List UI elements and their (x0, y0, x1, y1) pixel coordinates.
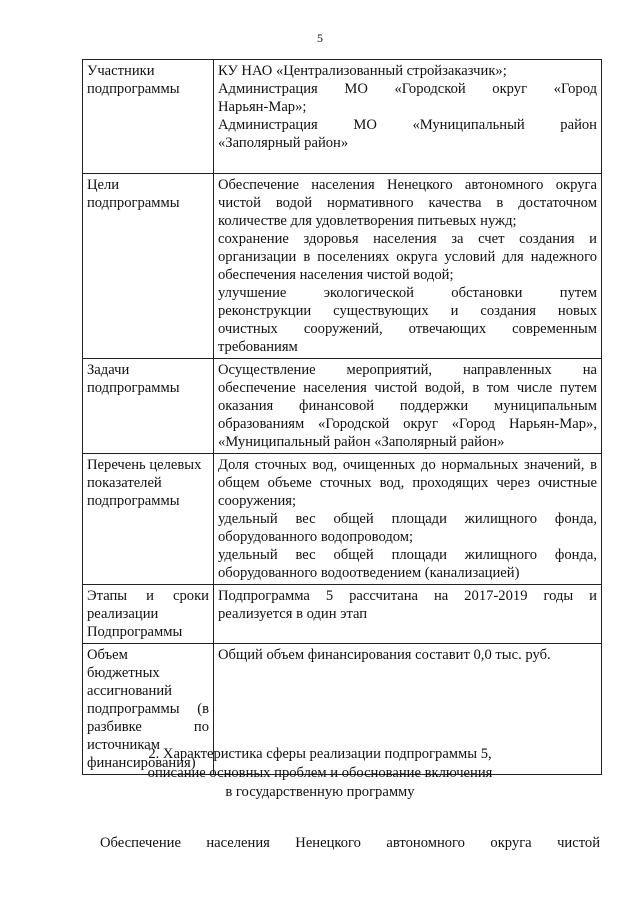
row-label-indicators (83, 454, 214, 585)
label-line: реализации (87, 606, 159, 622)
section-heading (0, 745, 640, 802)
row-value-indicators (214, 454, 602, 585)
subprogram-passport-table (82, 59, 602, 775)
heading-line: в государственную программу (225, 784, 415, 800)
value-line: организации в поселениях округа условий для надежного (218, 249, 597, 265)
row-label-tasks (83, 359, 214, 454)
label-line: Участники (87, 63, 155, 79)
value-line: Обеспечение населения Ненецкого автономного округа (218, 177, 597, 193)
label-line: Подпрограммы (87, 624, 183, 640)
value-line: Подпрограмма 5 рассчитана на 2017-2019 годы и (218, 588, 597, 604)
value-line: Администрация МО «Муниципальный район (218, 117, 597, 133)
value-line: образованиям «Городской округ «Город Нарьян-Мар», (218, 416, 597, 432)
label-line: бюджетных (87, 665, 160, 681)
heading-line: 2. Характеристика сферы реализации подпрограммы 5, (148, 746, 492, 762)
label-line: подпрограммы (в (87, 701, 209, 717)
label-line: финансирования) (87, 755, 196, 771)
value-line: Общий объем финансирования составит 0,0 тыс. руб. (218, 647, 551, 663)
table-row (83, 454, 602, 585)
value-line: сохранение здоровья населения за счет создания и (218, 231, 597, 247)
table-row (83, 359, 602, 454)
value-line: удельный вес общей площади жилищного фонда, (218, 547, 597, 563)
value-line: реализуется в один этап (218, 606, 368, 622)
table-row (83, 60, 602, 174)
value-line: сооружения; (218, 493, 297, 509)
row-value-goals (214, 174, 602, 359)
label-line: Цели (87, 177, 120, 193)
label-line: подпрограммы (87, 493, 180, 509)
value-line: оборудованного водоотведением (канализацией) (218, 565, 520, 581)
value-line: «Заполярный район» (218, 135, 349, 151)
value-line: Доля сточных вод, очищенных до нормальных значений, в (218, 457, 597, 473)
label-line: подпрограммы (87, 195, 180, 211)
label-line: Перечень целевых (87, 457, 202, 473)
value-line: количестве для удовлетворения питьевых нужд; (218, 213, 517, 229)
row-label-stages (83, 585, 214, 644)
value-line: Осуществление мероприятий, направленных на (218, 362, 597, 378)
value-line: чистой водой нормативного качества в достаточном (218, 195, 597, 211)
value-line: удельный вес общей площади жилищного фонда, (218, 511, 597, 527)
value-line: реконструкции существующих и создания новых (218, 303, 597, 319)
label-line: показателей (87, 475, 162, 491)
heading-line: описание основных проблем и обоснование включения (147, 765, 493, 781)
value-line: обеспечение населения чистой водой, в том числе путем (218, 380, 597, 396)
value-line: Нарьян-Мар»; (218, 99, 307, 115)
value-line: общем объеме сточных вод, проходящих через очистные (218, 475, 597, 491)
value-line: «Муниципальный район «Заполярный район» (218, 434, 505, 450)
row-value-participants (214, 60, 602, 174)
value-line: обеспечения населения чистой водой; (218, 267, 454, 283)
value-line: КУ НАО «Централизованный стройзаказчик»; (218, 63, 507, 79)
value-line: очистных сооружений, отвечающих современным (218, 321, 597, 337)
row-value-tasks (214, 359, 602, 454)
label-line: Задачи (87, 362, 130, 378)
label-line: Этапы и сроки (87, 588, 209, 604)
page-number: 5 (317, 31, 323, 45)
label-line: Объем (87, 647, 128, 663)
value-line: оборудованного водопроводом; (218, 529, 414, 545)
row-value-stages (214, 585, 602, 644)
label-line: ассигнований (87, 683, 172, 699)
label-line: подпрограммы (87, 81, 180, 97)
label-line: подпрограммы (87, 380, 180, 396)
value-line: требованиям (218, 339, 298, 355)
value-line: Администрация МО «Городской округ «Город (218, 81, 597, 97)
table-row (83, 174, 602, 359)
label-line: разбивке по (87, 719, 209, 735)
body-paragraph-start: Обеспечение населения Ненецкого автономного округа чистой (100, 835, 600, 851)
row-label-goals (83, 174, 214, 359)
value-line: оказания финансовой поддержки муниципальным (218, 398, 597, 414)
row-label-participants (83, 60, 214, 174)
label-line: источникам (87, 737, 160, 753)
table-row (83, 585, 602, 644)
value-line: улучшение экологической обстановки путем (218, 285, 597, 301)
